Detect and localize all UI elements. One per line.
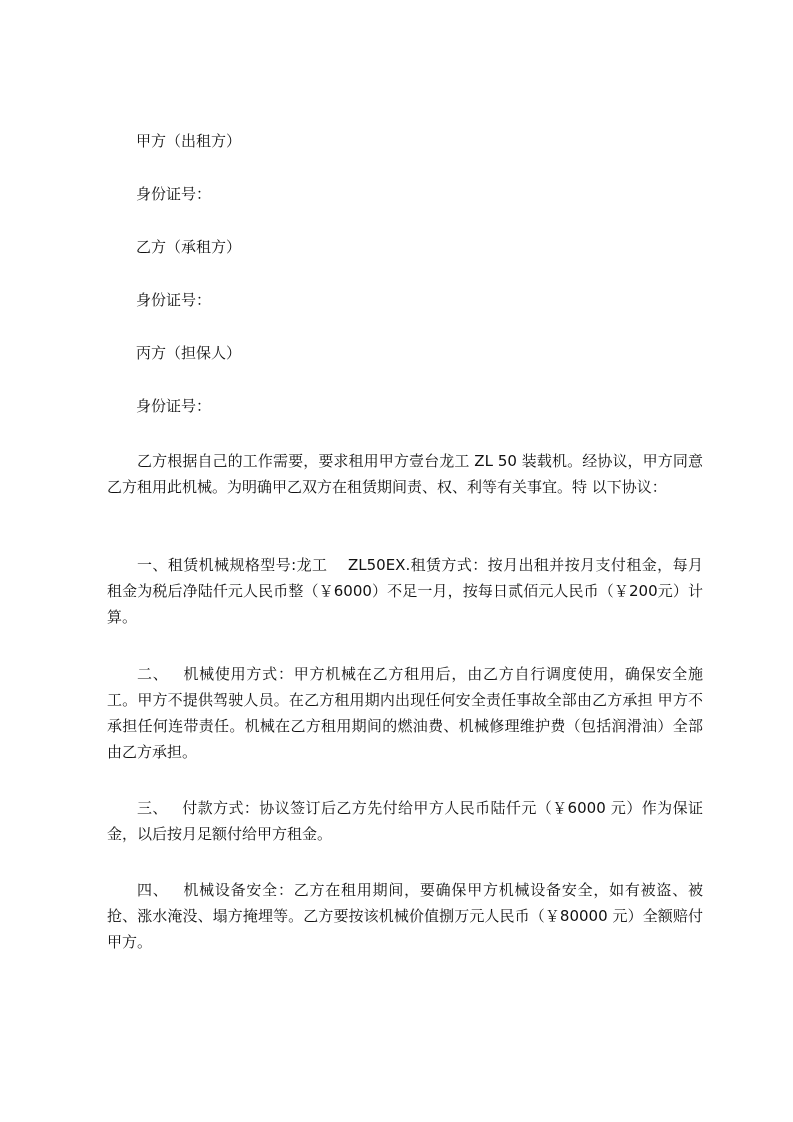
- party-b-label: 乙方（承租方）: [136, 238, 242, 256]
- clause-2: [107, 661, 703, 765]
- clause-text: 付款方式：协议签订后乙方先付给甲方人民币陆仟元（￥6000 元）作为保证金，以后按月足额付给甲方租金。: [107, 799, 703, 843]
- clause-number: 一、: [137, 556, 168, 574]
- clause-number: 四、: [137, 881, 169, 899]
- clause-text: 机械设备安全：乙方在租用期间，要确保甲方机械设备安全，如有被盗、被抢、涨水淹没、塌方掩埋等。乙方要按该机械价值捌万元人民币（￥80000 元）全额赔付甲方。: [107, 881, 703, 951]
- party-c-id-label: 身份证号：: [136, 397, 212, 415]
- party-b-id-label: 身份证号：: [136, 291, 212, 309]
- clause-4: [107, 877, 703, 955]
- intro-paragraph: 乙方根据自己的工作需要，要求租用甲方壹台龙工 ZL 50 装载机。经协议，甲方同意乙方租用此机械。为明确甲乙双方在租赁期间责、权、利等有关事宜。特 以下协议：: [107, 452, 703, 496]
- clause-number: 三、: [137, 799, 168, 817]
- clause-text: 机械使用方式：甲方机械在乙方租用后，由乙方自行调度使用，确保安全施工。甲方不提供驾驶人员。在乙方租用期内出现任何安全责任事故全部由乙方承担 甲方不承担任何连带责任。机械在乙方租用期间的燃油费、机械修理维护费（包括润滑油）全部由乙方承担。: [107, 665, 703, 761]
- clause-1: [107, 552, 703, 630]
- party-a-id-label: 身份证号：: [136, 185, 212, 203]
- clause-3: [107, 795, 703, 847]
- party-c-label: 丙方（担保人）: [136, 344, 242, 362]
- clause-number: 二、: [137, 665, 169, 683]
- clause-text: 租赁机械规格型号:龙工 ZL50EX.租赁方式：按月出租并按月支付租金，每月租金为税后净陆仟元人民币整（￥6000）不足一月，按每日贰佰元人民币（￥200元）计算。: [107, 556, 703, 626]
- party-a-label: 甲方（出租方）: [136, 132, 242, 150]
